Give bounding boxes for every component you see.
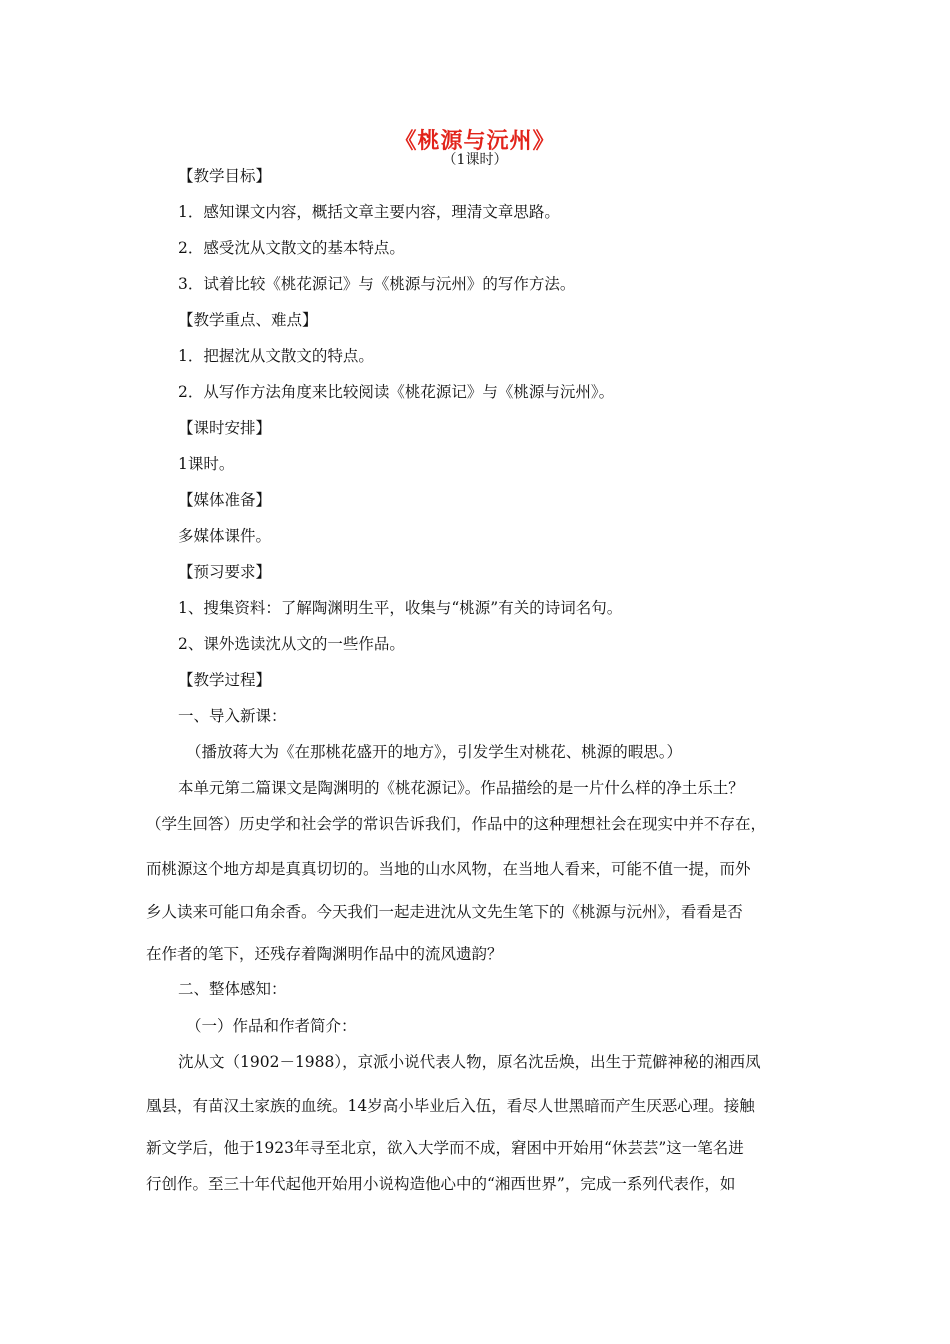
intro-line: 乡人读来可能口角余香。今天我们一起走进沈从文先生笔下的《桃源与沅州》，看看是否 (146, 903, 743, 921)
key-point-item: 1．把握沈从文散文的特点。 (178, 347, 374, 365)
section-two-heading: 二、整体感知： (178, 980, 287, 998)
intro-line: 而桃源这个地方却是真真切切的。当地的山水风物，在当地人看来，可能不值一提，而外 (146, 860, 751, 878)
preview-item: 1、搜集资料：了解陶渊明生平，收集与“桃源”有关的诗词名句。 (178, 599, 623, 617)
section-two-subheading: （一）作品和作者简介： (186, 1017, 357, 1035)
intro-line: （学生回答）历史学和社会学的常识告诉我们，作品中的这种理想社会在现实中并不存在， (146, 815, 767, 833)
goal-item: 3．试着比较《桃花源记》与《桃源与沅州》的写作方法。 (178, 275, 576, 293)
intro-line: 在作者的笔下，还残存着陶渊明作品中的流风遗韵？ (146, 945, 503, 963)
section-one-heading: 一、导入新课： (178, 707, 287, 725)
key-point-item: 2．从写作方法角度来比较阅读《桃花源记》与《桃源与沅州》。 (178, 383, 615, 401)
media-heading: 【媒体准备】 (178, 491, 272, 509)
author-line: 新文学后，他于1923年寻至北京，欲入大学而不成，窘困中开始用“休芸芸”这一笔名进 (146, 1139, 744, 1157)
document-title: 《桃源与沅州》 (394, 128, 556, 154)
process-heading: 【教学过程】 (178, 671, 272, 689)
goal-item: 1．感知课文内容，概括文章主要内容，理清文章思路。 (178, 203, 560, 221)
media-text: 多媒体课件。 (178, 527, 272, 545)
document-subtitle: （1课时） (442, 152, 508, 168)
author-line: 凰县，有苗汉土家族的血统。14岁高小毕业后入伍，看尽人世黑暗而产生厌恶心理。接触 (146, 1097, 755, 1115)
author-line: 沈从文（1902－1988），京派小说代表人物，原名沈岳焕，出生于荒僻神秘的湘西凤 (178, 1053, 761, 1071)
author-line: 行创作。至三十年代起他开始用小说构造他心中的“湘西世界”，完成一系列代表作，如 (146, 1175, 736, 1193)
goals-heading: 【教学目标】 (178, 167, 272, 185)
goal-item: 2．感受沈从文散文的基本特点。 (178, 239, 405, 257)
key-points-heading: 【教学重点、难点】 (178, 311, 318, 329)
intro-line: 本单元第二篇课文是陶渊明的《桃花源记》。作品描绘的是一片什么样的净土乐土？ (178, 779, 744, 797)
preview-item: 2、课外选读沈从文的一些作品。 (178, 635, 405, 653)
schedule-text: 1课时。 (178, 455, 235, 473)
section-one-note: （播放蒋大为《在那桃花盛开的地方》，引发学生对桃花、桃源的暇思。） (186, 743, 683, 761)
preview-heading: 【预习要求】 (178, 563, 272, 581)
schedule-heading: 【课时安排】 (178, 419, 272, 437)
